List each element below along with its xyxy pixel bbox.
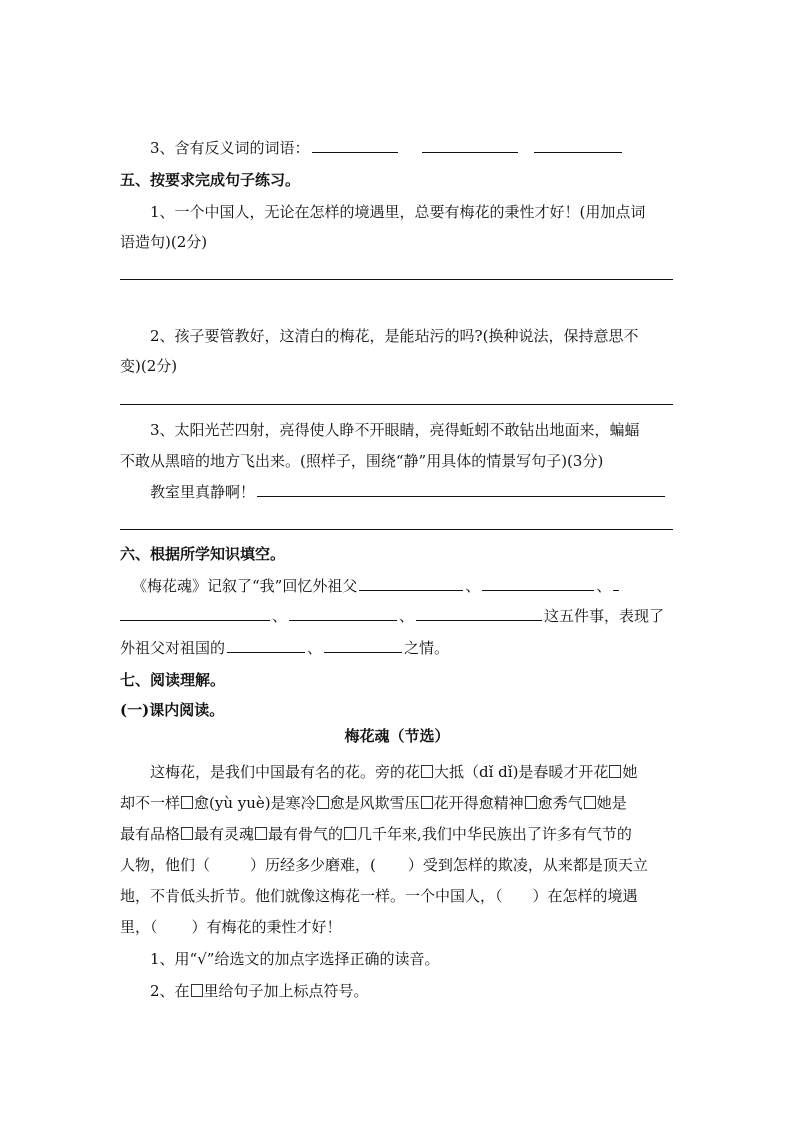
question-5-3-line2: 不敢从黑暗的地方飞出来。(照样子，围绕“静”用具体的情景写句子)(3分) <box>120 452 604 470</box>
section-5-title: 五、按要求完成句子练习。 <box>120 171 301 189</box>
answer-line-5-3[interactable] <box>120 529 673 530</box>
passage-text: 几千年来,我们中华民族出了许多有气节的 <box>357 825 632 843</box>
separator: 、 <box>465 577 481 595</box>
passage-line-5 <box>120 886 674 906</box>
fill-blank-1[interactable] <box>359 576 463 591</box>
passage-line-1 <box>150 762 674 782</box>
section-6-line2 <box>120 606 674 626</box>
punctuation-box[interactable] <box>525 796 537 809</box>
fill-blank-2[interactable] <box>482 576 594 591</box>
fill-blank-5[interactable] <box>416 606 542 621</box>
separator: 、 <box>307 639 323 657</box>
passage-text: 最有品格 <box>120 825 181 843</box>
separator: 、 <box>596 577 612 595</box>
prompt-text: 教室里真静啊！ <box>150 483 256 501</box>
question-text: 2、在 <box>150 982 190 1000</box>
question-5-2-line2: 变)(2分) <box>120 357 178 375</box>
line-text: 《梅花魂》记叙了“我”回忆外祖父 <box>132 577 358 595</box>
passage-text: 最有骨气的 <box>268 825 344 843</box>
passage-line-2 <box>120 793 674 813</box>
passage-text: 地，不肯低头折节。他们就像这梅花一样。一个中国人，（ <box>120 887 503 905</box>
passage-text: ）在怎样的境遇 <box>532 887 638 905</box>
passage-line-4 <box>120 855 674 875</box>
passage-text: 愈秀气 <box>537 794 583 812</box>
question-4-3 <box>150 138 674 158</box>
fill-blank-3-start[interactable] <box>613 576 619 591</box>
passage-line-3 <box>120 824 674 844</box>
answer-line-5-1[interactable] <box>120 279 673 280</box>
answer-blank-5-3[interactable] <box>257 482 665 497</box>
section-7-title: 七、阅读理解。 <box>120 671 226 689</box>
question-text: 里给句子加上标点符号。 <box>203 982 369 1000</box>
punctuation-box[interactable] <box>421 796 433 809</box>
question-text: 3、含有反义词的词语： <box>150 139 310 157</box>
answer-blank-3[interactable] <box>534 138 622 153</box>
passage-text: 愈是风欺雪压 <box>329 794 420 812</box>
question-5-1-line1: 1、一个中国人，无论在怎样的境遇里，总要有梅花的秉性才好！(用加点词 <box>150 203 646 221</box>
fill-blank-3[interactable] <box>120 606 270 621</box>
passage-text: ）受到怎样的欺凌，从来都是顶天立 <box>407 856 648 874</box>
question-5-2-line1: 2、孩子要管教好，这清白的梅花，是能玷污的吗?(换种说法，保持意思不 <box>150 327 639 345</box>
reading-question-1: 1、用“√”给选文的加点字选择正确的读音。 <box>150 950 440 968</box>
punctuation-box[interactable] <box>421 765 433 778</box>
passage-text: 愈(yù yuè)是寒冷 <box>194 794 316 812</box>
fill-blank-7[interactable] <box>324 638 402 653</box>
reading-question-2 <box>150 981 674 1001</box>
punctuation-box[interactable] <box>609 765 621 778</box>
line-text: 之情。 <box>404 639 450 657</box>
punctuation-box[interactable] <box>344 827 356 840</box>
passage-title: 梅花魂（节选） <box>344 727 450 745</box>
passage-line-6 <box>120 917 674 937</box>
passage-text: 里，（ <box>120 918 158 936</box>
line-text: 这五件事，表现了 <box>544 607 665 625</box>
punctuation-box[interactable] <box>181 827 193 840</box>
punctuation-box[interactable] <box>181 796 193 809</box>
fill-blank-6[interactable] <box>227 638 305 653</box>
question-5-3-prompt-row <box>150 482 674 502</box>
passage-text: 却不一样 <box>120 794 181 812</box>
passage-text: ）历经多少磨难，( <box>250 856 376 874</box>
fill-blank-4[interactable] <box>289 606 397 621</box>
separator: 、 <box>272 607 288 625</box>
answer-blank-1[interactable] <box>312 138 398 153</box>
passage-text: 她是 <box>596 794 627 812</box>
punctuation-box[interactable] <box>255 827 267 840</box>
passage-text: 人物，他们（ <box>120 856 211 874</box>
section-6-title: 六、根据所学知识填空。 <box>120 545 286 563</box>
answer-blank-2[interactable] <box>422 138 518 153</box>
question-5-3-line1: 3、太阳光芒四射，亮得使人睁不开眼睛，亮得蚯蚓不敢钻出地面来，蝙蝠 <box>150 421 640 439</box>
passage-text: 她 <box>622 763 638 781</box>
punctuation-box[interactable] <box>584 796 596 809</box>
section-6-line3 <box>120 638 674 658</box>
section-6-line1 <box>132 576 686 596</box>
passage-text: 最有灵魂 <box>194 825 255 843</box>
passage-text: 这梅花，是我们中国最有名的花。旁的花 <box>150 763 421 781</box>
punctuation-box[interactable] <box>317 796 329 809</box>
section-7-subtitle: (一)课内阅读。 <box>120 701 225 719</box>
separator: 、 <box>399 607 415 625</box>
answer-line-5-2[interactable] <box>120 404 673 405</box>
question-5-1-line2: 语造句)(2分) <box>120 233 208 251</box>
line-text: 外祖父对祖国的 <box>120 639 226 657</box>
passage-text: 花开得愈精神 <box>433 794 524 812</box>
passage-text: 大抵（dǐ dǐ)是春暖才开花 <box>434 763 609 781</box>
passage-text: ）有梅花的秉性才好！ <box>191 918 342 936</box>
box-symbol <box>191 984 203 997</box>
